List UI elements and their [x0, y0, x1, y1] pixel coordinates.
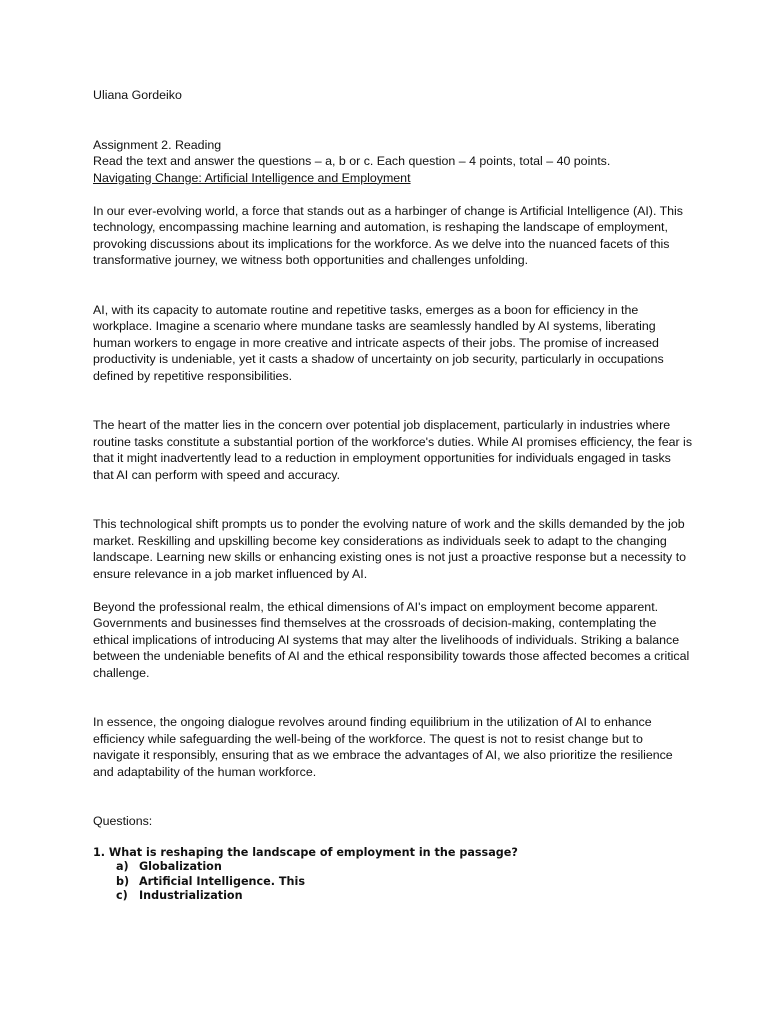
paragraph-6: In essence, the ongoing dialogue revolves around finding equilibrium in the utilization of AI to enhance efficiency while safeguarding the well-being of the workforce. The quest is not to resist change but to navigate it responsibly, ensuring that as we embrace the advantages of AI, we also prioritize the resilience and adaptability of the human workforce. — [93, 715, 673, 779]
document-body — [93, 87, 693, 904]
paragraph-3: The heart of the matter lies in the concern over potential job displacement, particularly in industries where routine tasks constitute a substantial portion of the workforce's duties. While AI promises efficiency, the fear is that it might inadvertently lead to a reduction in employment opportunities for individuals engaged in tasks that AI can perform with speed and accuracy. — [93, 418, 693, 482]
option-a — [116, 860, 693, 875]
question-1-options — [93, 860, 693, 904]
option-b — [116, 875, 693, 890]
instructions: Read the text and answer the questions – a, b or c. Each question – 4 points, total – 40 points. — [93, 154, 611, 168]
paragraph-5: Beyond the professional realm, the ethical dimensions of AI's impact on employment become apparent. Governments and businesses find themselves at the crossroads of decision-making, contemplating the ethical implications of introducing AI systems that may alter the livelihoods of individuals. Striking a balance between the undeniable benefits of AI and the ethical responsibility towards those affected becomes a critical challenge. — [93, 599, 690, 680]
paragraph-4: This technological shift prompts us to ponder the evolving nature of work and the skills demanded by the job market. Reskilling and upskilling become key considerations as individuals seek to adapt to the changing landscape. Learning new skills or enhancing existing ones is not just a proactive response but a necessity to ensure relevance in a job market influenced by AI. — [93, 517, 687, 581]
questions-label: Questions: — [93, 814, 153, 828]
option-text: Industrialization — [139, 889, 243, 903]
author-name: Uliana Gordeiko — [93, 88, 182, 102]
paragraph-1: In our ever-evolving world, a force that stands out as a harbinger of change is Artificial Intelligence (AI). This technology, encompassing machine learning and automation, is reshaping the landscape of employment, provoking discussions about its implications for the workforce. As we delve into the nuanced facets of this transformative journey, we witness both opportunities and challenges unfolding. — [93, 203, 684, 267]
option-c — [116, 889, 693, 904]
option-letter: a) — [116, 860, 129, 874]
option-letter: b) — [116, 874, 130, 888]
option-text: Artificial Intelligence. This — [139, 874, 305, 888]
option-letter: c) — [116, 889, 128, 903]
article-title: Navigating Change: Artificial Intelligence and Employment — [93, 170, 411, 185]
question-1: 1. What is reshaping the landscape of employment in the passage? — [93, 845, 518, 859]
paragraph-2: AI, with its capacity to automate routine and repetitive tasks, emerges as a boon for efficiency in the workplace. Imagine a scenario where mundane tasks are seamlessly handled by AI systems, liberating human workers to engage in more creative and intricate aspects of their jobs. The promise of increased productivity is undeniable, yet it casts a shadow of uncertainty on job security, particularly in occupations defined by repetitive responsibilities. — [93, 302, 664, 383]
assignment-title: Assignment 2. Reading — [93, 137, 222, 152]
option-text: Globalization — [139, 860, 222, 874]
